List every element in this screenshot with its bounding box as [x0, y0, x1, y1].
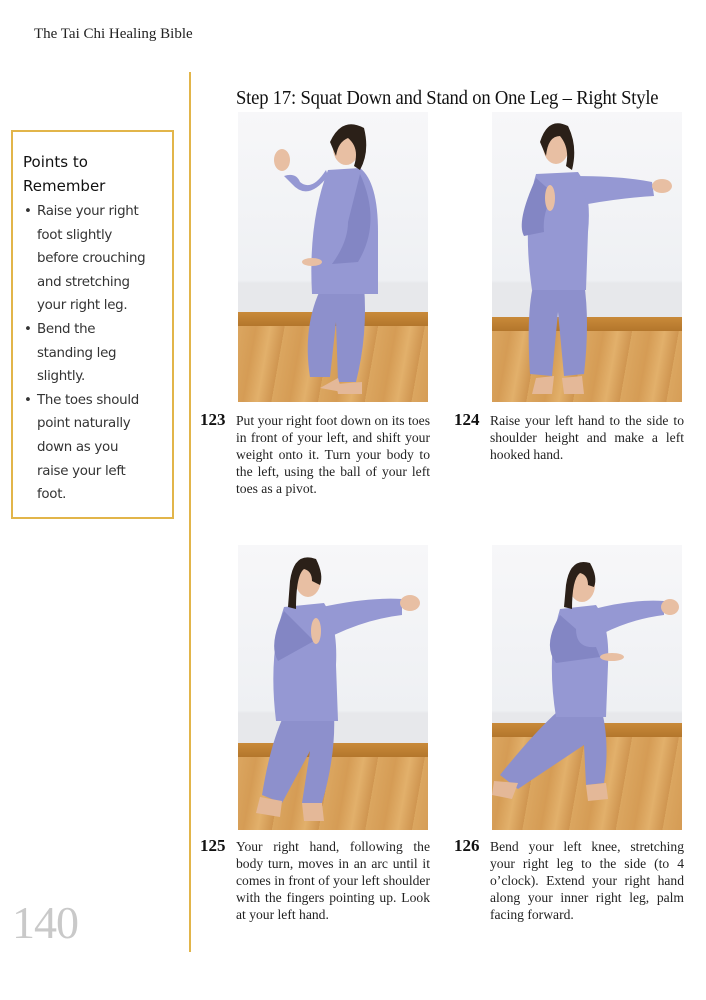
step-number: 125: [200, 836, 226, 855]
step-number: 123: [200, 410, 226, 429]
page-number: 140: [12, 897, 78, 948]
step-number: 126: [454, 836, 480, 855]
tai-chi-figure: [238, 545, 428, 830]
point-item: • Bend the standing leg slightly.: [23, 318, 162, 389]
point-item: • Raise your right foot slightly before crouching and stretching your right leg.: [23, 200, 162, 318]
point-item: • The toes should point naturally down as you raise your left foot.: [23, 389, 162, 507]
step-text: Bend your left knee, stretching your right leg to the side (to 4 o’clock). Extend your right hand along your inner right leg, palm facing forward.: [490, 839, 684, 922]
step-caption-125: [200, 838, 430, 923]
tai-chi-figure: [238, 112, 428, 402]
running-head: The Tai Chi Healing Bible: [34, 26, 193, 42]
points-list: [23, 200, 162, 507]
step-text: Your right hand, following the body turn, moves in an arc until it comes in front of your left shoulder with the fingers pointing up. Look at your left hand.: [236, 839, 430, 922]
photo-step-124: [492, 112, 682, 402]
tai-chi-figure: [492, 545, 682, 830]
points-heading: Points to Remember: [23, 153, 106, 195]
step-caption-123: [200, 412, 430, 497]
photo-step-126: [492, 545, 682, 830]
page-title: Step 17: Squat Down and Stand on One Leg – Right Style: [236, 87, 659, 110]
column-divider: [189, 72, 191, 952]
tai-chi-figure: [492, 112, 682, 402]
step-caption-126: [454, 838, 684, 923]
photo-step-125: [238, 545, 428, 830]
step-number: 124: [454, 410, 480, 429]
step-caption-124: [454, 412, 684, 463]
photo-step-123: [238, 112, 428, 402]
step-text: Raise your left hand to the side to shoulder height and make a left hooked hand.: [490, 413, 684, 462]
step-text: Put your right foot down on its toes in front of your left, and shift your weight onto it. Turn your body to the left, using the ball of your left toes as a pivot.: [236, 413, 430, 496]
points-to-remember-box: [11, 130, 174, 519]
